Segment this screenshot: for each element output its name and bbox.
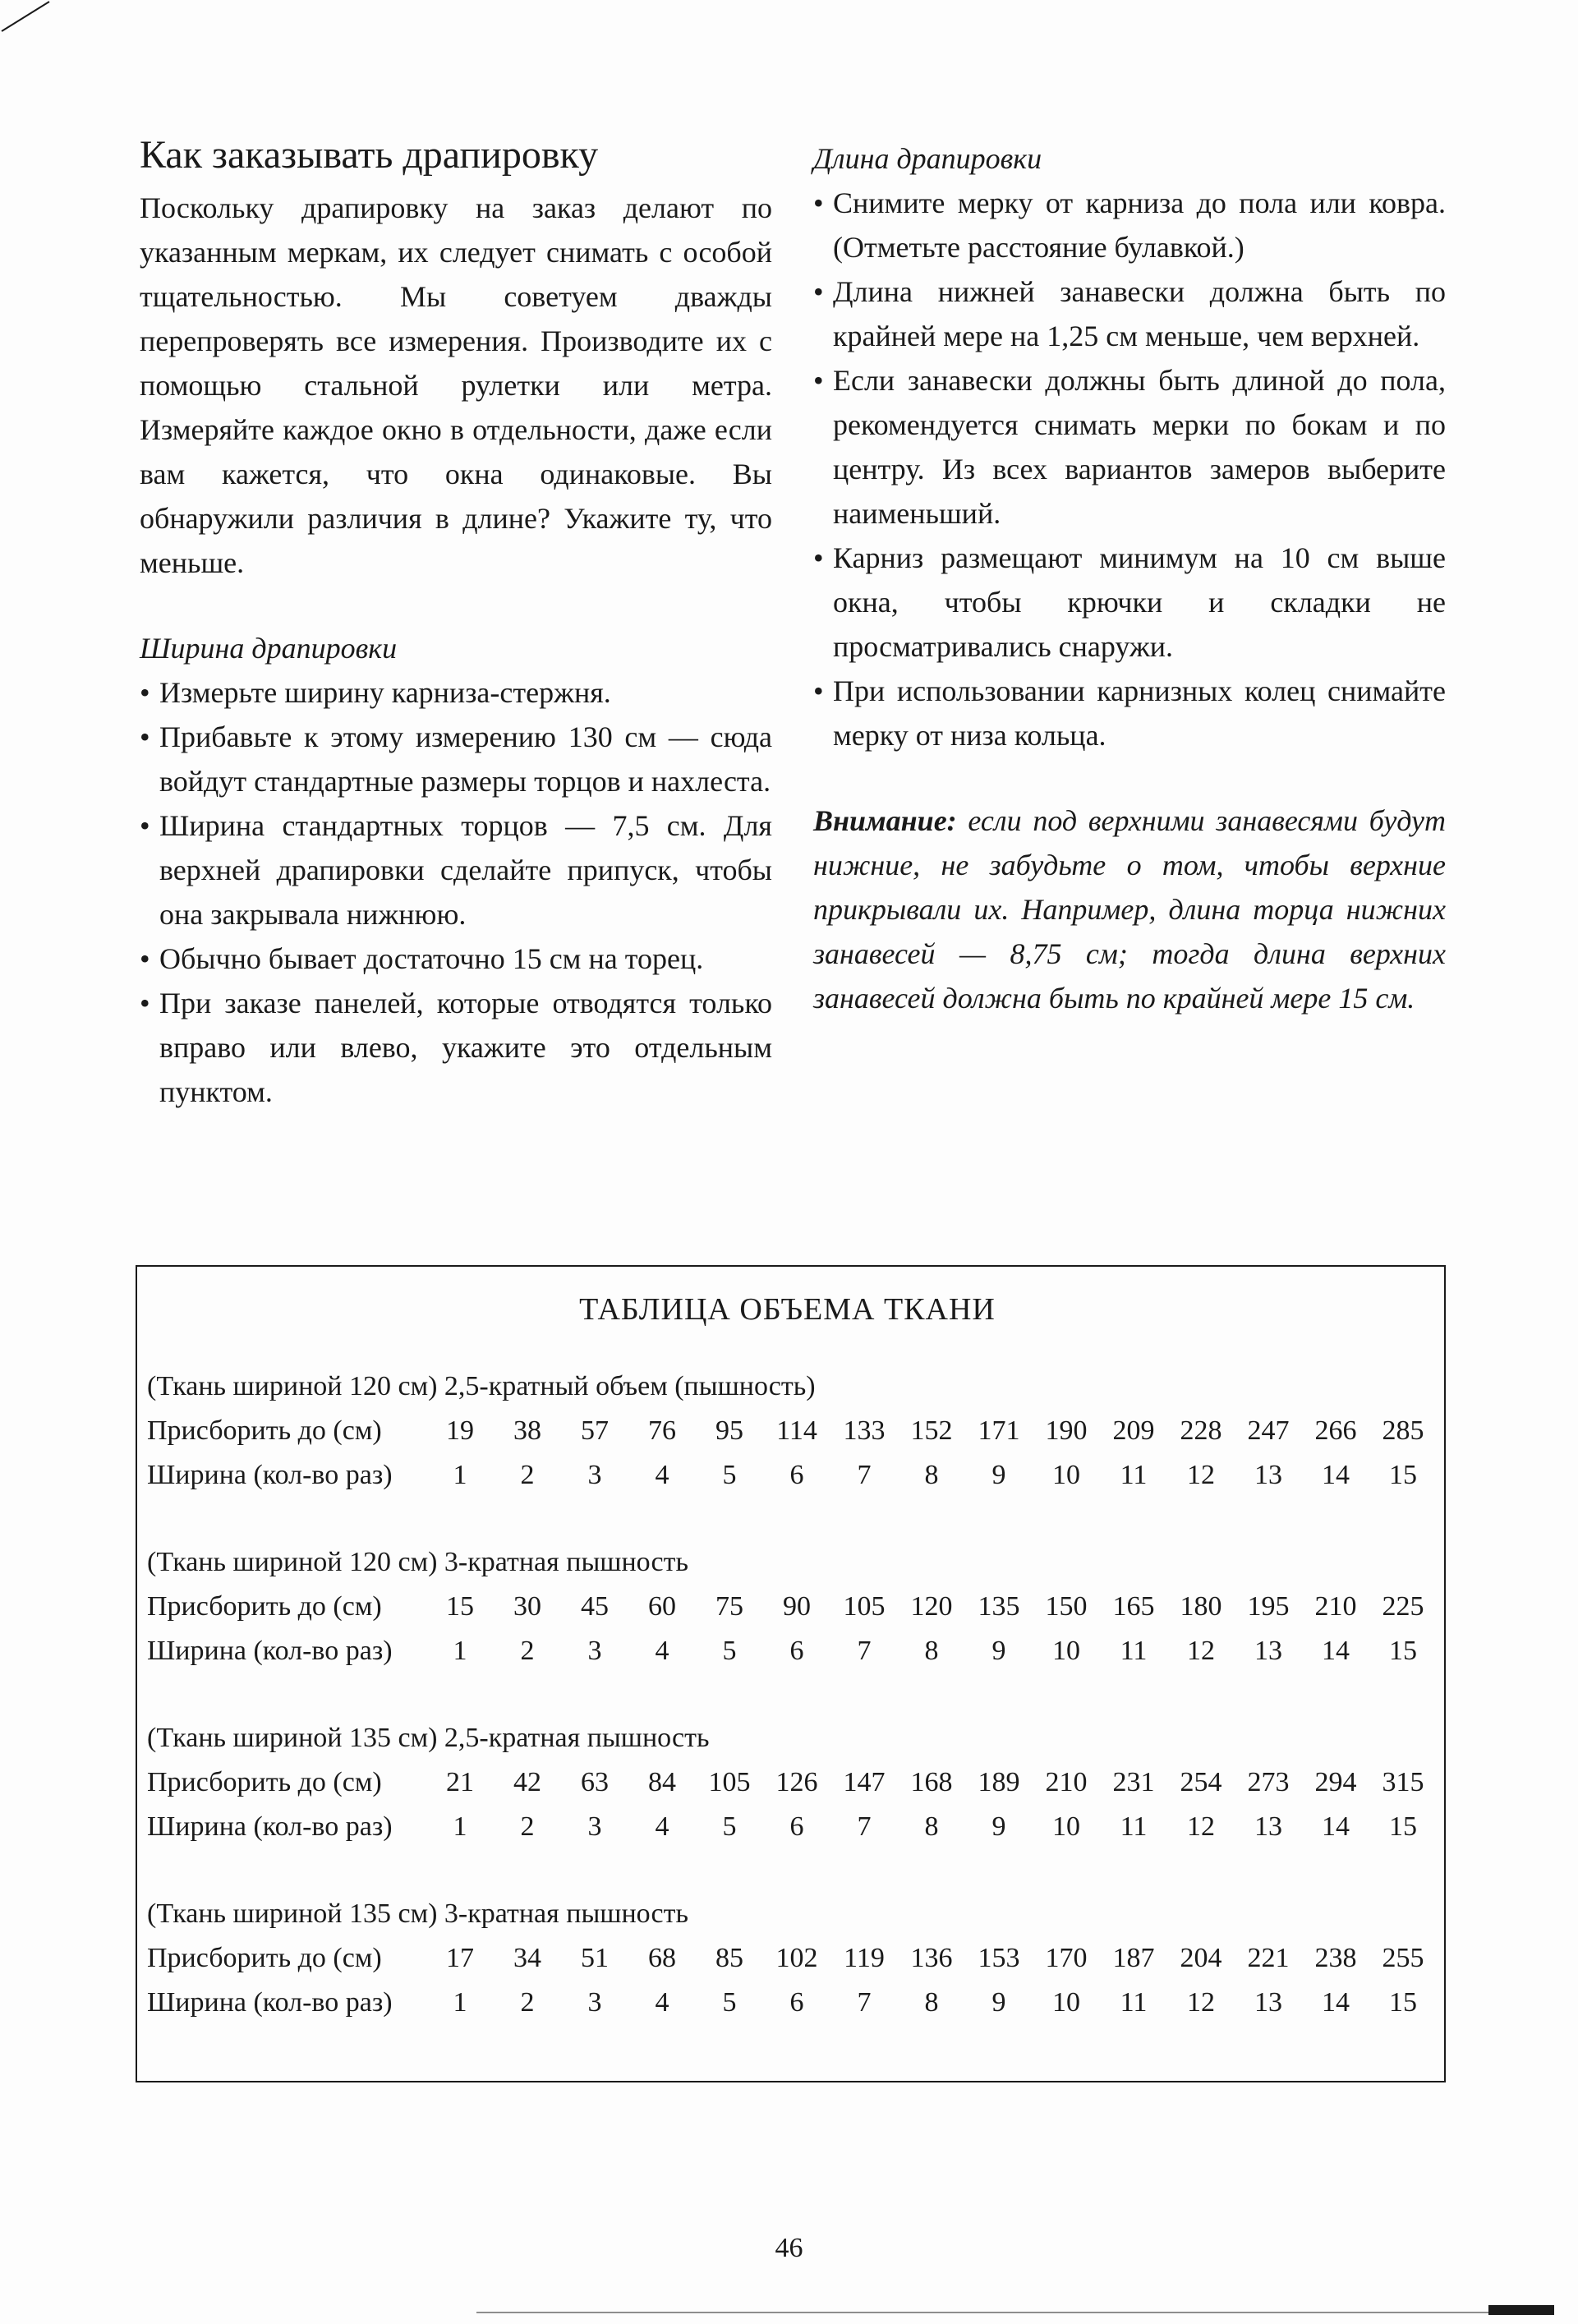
table-cell: 42 <box>513 1767 541 1797</box>
table-cell: 12 <box>1187 1811 1215 1842</box>
list-item: • При заказе панелей, которые отводятся только вправо или влево, укажите это отдельным пунктом. <box>140 981 772 1114</box>
gather-row <box>147 1936 1428 1981</box>
table-cell: 135 <box>978 1591 1020 1622</box>
page-heading: Как заказывать драпировку <box>140 133 599 177</box>
table-cell: 5 <box>722 1636 737 1666</box>
corner-scan-mark <box>0 0 66 33</box>
table-cell: 210 <box>1314 1591 1357 1622</box>
table-cell: 147 <box>843 1767 886 1797</box>
table-cell: 9 <box>991 1811 1006 1842</box>
table-cell: 76 <box>648 1415 676 1446</box>
width-row <box>147 1629 1428 1673</box>
table-cell: 5 <box>722 1460 737 1490</box>
attention-note <box>813 798 1446 1020</box>
width-row <box>147 1453 1428 1498</box>
row-label: Ширина (кол-во раз) <box>147 1987 393 2018</box>
table-cell: 210 <box>1045 1767 1088 1797</box>
table-cell: 57 <box>581 1415 609 1446</box>
table-cell: 2 <box>520 1636 535 1666</box>
table-cell: 189 <box>978 1767 1020 1797</box>
table-cell: 6 <box>789 1636 804 1666</box>
table-cell: 63 <box>581 1767 609 1797</box>
row-label: Присборить до (см) <box>147 1767 382 1797</box>
table-cell: 1 <box>453 1636 467 1666</box>
table-cell: 266 <box>1314 1415 1357 1446</box>
table-cell: 15 <box>446 1591 474 1622</box>
table-cell: 8 <box>924 1987 939 2018</box>
table-cell: 51 <box>581 1943 609 1973</box>
table-cell: 9 <box>991 1636 1006 1666</box>
table-cell: 195 <box>1247 1591 1290 1622</box>
table-cell: 12 <box>1187 1460 1215 1490</box>
row-label: Ширина (кол-во раз) <box>147 1460 393 1490</box>
table-cell: 11 <box>1120 1987 1148 2018</box>
table-cell: 11 <box>1120 1460 1148 1490</box>
table-cell: 4 <box>655 1811 669 1842</box>
table-cell: 13 <box>1254 1811 1282 1842</box>
length-subheading: Длина драпировки <box>813 142 1042 175</box>
table-cell: 15 <box>1389 1811 1417 1842</box>
table-block <box>147 1540 1428 1673</box>
table-cell: 228 <box>1180 1415 1222 1446</box>
table-cell: 170 <box>1045 1943 1088 1973</box>
table-cell: 9 <box>991 1987 1006 2018</box>
row-label: Ширина (кол-во раз) <box>147 1811 393 1842</box>
block-caption: (Ткань шириной 120 см) 3-кратная пышность <box>147 1547 688 1577</box>
row-label: Присборить до (см) <box>147 1943 382 1973</box>
table-cell: 8 <box>924 1811 939 1842</box>
length-list <box>813 181 1446 757</box>
table-cell: 15 <box>1389 1636 1417 1666</box>
list-item: • Снимите мерку от карниза до пола или ковра. (Отметьте расстояние булавкой.) <box>813 181 1446 269</box>
table-block <box>147 1892 1428 2025</box>
table-cell: 14 <box>1322 1811 1350 1842</box>
table-cell: 19 <box>446 1415 474 1446</box>
table-cell: 11 <box>1120 1811 1148 1842</box>
table-cell: 180 <box>1180 1591 1222 1622</box>
list-item: • Ширина стандартных торцов — 7,5 см. Для верхней драпировки сделайте припуск, чтобы она закрывала нижнюю. <box>140 803 772 937</box>
table-cell: 95 <box>715 1415 743 1446</box>
table-cell: 12 <box>1187 1987 1215 2018</box>
table-cell: 254 <box>1180 1767 1222 1797</box>
list-item: • Длина нижней занавески должна быть по крайней мере на 1,25 см меньше, чем верхней. <box>813 269 1446 358</box>
table-cell: 6 <box>789 1460 804 1490</box>
row-label: Присборить до (см) <box>147 1591 382 1622</box>
block-caption: (Ткань шириной 120 см) 2,5-кратный объем (пышность) <box>147 1371 816 1401</box>
list-item: • Если занавески должны быть длиной до пола, рекомендуется снимать мерки по бокам и по центру. Из всех вариантов замеров выберите наименьший. <box>813 358 1446 536</box>
table-cell: 34 <box>513 1943 541 1973</box>
note-text: если под верхними занавесями будут нижние, не забудьте о том, чтобы верхние прикрывали их. Например, длина торца нижних занавесей — 8,75 см; тогда длина верхних занавесей должна быть по крайней мере 15 см. <box>813 804 1446 1015</box>
list-item: • Измерьте ширину карниза-стержня. <box>140 670 772 715</box>
table-cell: 247 <box>1247 1415 1290 1446</box>
table-cell: 7 <box>857 1636 872 1666</box>
table-cell: 75 <box>715 1591 743 1622</box>
table-cell: 273 <box>1247 1767 1290 1797</box>
table-cell: 60 <box>648 1591 676 1622</box>
table-cell: 150 <box>1045 1591 1088 1622</box>
table-cell: 105 <box>843 1591 886 1622</box>
table-cell: 6 <box>789 1987 804 2018</box>
table-blocks <box>147 1364 1428 2025</box>
table-cell: 255 <box>1382 1943 1424 1973</box>
table-cell: 136 <box>910 1943 953 1973</box>
table-cell: 1 <box>453 1811 467 1842</box>
table-cell: 119 <box>844 1943 885 1973</box>
table-cell: 3 <box>587 1636 602 1666</box>
page-number: 46 <box>775 2233 803 2263</box>
table-cell: 8 <box>924 1636 939 1666</box>
table-cell: 102 <box>775 1943 818 1973</box>
table-cell: 209 <box>1112 1415 1155 1446</box>
table-cell: 13 <box>1254 1636 1282 1666</box>
table-cell: 285 <box>1382 1415 1424 1446</box>
table-cell: 2 <box>520 1811 535 1842</box>
table-cell: 11 <box>1120 1636 1148 1666</box>
table-cell: 315 <box>1382 1767 1424 1797</box>
table-block <box>147 1364 1428 1498</box>
table-cell: 84 <box>648 1767 676 1797</box>
table-cell: 10 <box>1052 1811 1080 1842</box>
table-cell: 45 <box>581 1591 609 1622</box>
table-cell: 231 <box>1112 1767 1155 1797</box>
table-cell: 204 <box>1180 1943 1222 1973</box>
table-cell: 114 <box>776 1415 817 1446</box>
table-cell: 171 <box>978 1415 1020 1446</box>
table-cell: 120 <box>910 1591 953 1622</box>
row-label: Ширина (кол-во раз) <box>147 1636 393 1666</box>
table-cell: 294 <box>1314 1767 1357 1797</box>
table-cell: 225 <box>1382 1591 1424 1622</box>
table-cell: 4 <box>655 1636 669 1666</box>
table-cell: 13 <box>1254 1987 1282 2018</box>
scan-artifact <box>1488 2305 1554 2315</box>
table-cell: 133 <box>843 1415 886 1446</box>
table-cell: 1 <box>453 1987 467 2018</box>
table-cell: 4 <box>655 1460 669 1490</box>
table-block <box>147 1716 1428 1849</box>
table-cell: 14 <box>1322 1460 1350 1490</box>
table-cell: 85 <box>715 1943 743 1973</box>
table-cell: 12 <box>1187 1636 1215 1666</box>
gather-row <box>147 1585 1428 1629</box>
table-cell: 7 <box>857 1987 872 2018</box>
table-cell: 5 <box>722 1987 737 2018</box>
table-cell: 10 <box>1052 1987 1080 2018</box>
width-subheading: Ширина драпировки <box>140 632 398 665</box>
list-item: • Карниз размещают минимум на 10 см выше окна, чтобы крючки и складки не просматривались снаружи. <box>813 536 1446 669</box>
fabric-volume-table <box>136 1265 1446 2082</box>
list-item: • Обычно бывает достаточно 15 см на торец. <box>140 937 772 981</box>
width-row <box>147 1981 1428 2025</box>
table-cell: 14 <box>1322 1987 1350 2018</box>
block-caption: (Ткань шириной 135 см) 3-кратная пышность <box>147 1898 688 1929</box>
table-cell: 2 <box>520 1987 535 2018</box>
table-cell: 165 <box>1112 1591 1155 1622</box>
note-label: Внимание: <box>813 804 957 837</box>
table-cell: 153 <box>978 1943 1020 1973</box>
list-item: • Прибавьте к этому измерению 130 см — сюда войдут стандартные размеры торцов и нахлеста. <box>140 715 772 803</box>
table-cell: 10 <box>1052 1636 1080 1666</box>
table-cell: 190 <box>1045 1415 1088 1446</box>
table-cell: 8 <box>924 1460 939 1490</box>
width-row <box>147 1805 1428 1849</box>
table-cell: 13 <box>1254 1460 1282 1490</box>
table-cell: 2 <box>520 1460 535 1490</box>
table-cell: 105 <box>708 1767 751 1797</box>
table-cell: 15 <box>1389 1987 1417 2018</box>
list-item: • При использовании карнизных колец снимайте мерку от низа кольца. <box>813 669 1446 757</box>
table-cell: 3 <box>587 1460 602 1490</box>
gather-row <box>147 1409 1428 1453</box>
table-cell: 9 <box>991 1460 1006 1490</box>
table-cell: 4 <box>655 1987 669 2018</box>
table-cell: 3 <box>587 1811 602 1842</box>
table-cell: 17 <box>446 1943 474 1973</box>
table-cell: 152 <box>910 1415 953 1446</box>
table-cell: 3 <box>587 1987 602 2018</box>
table-cell: 168 <box>910 1767 953 1797</box>
gather-row <box>147 1760 1428 1805</box>
table-cell: 21 <box>446 1767 474 1797</box>
table-cell: 90 <box>783 1591 811 1622</box>
table-cell: 7 <box>857 1811 872 1842</box>
table-cell: 30 <box>513 1591 541 1622</box>
table-cell: 10 <box>1052 1460 1080 1490</box>
table-cell: 238 <box>1314 1943 1357 1973</box>
table-cell: 68 <box>648 1943 676 1973</box>
table-cell: 7 <box>857 1460 872 1490</box>
table-cell: 126 <box>775 1767 818 1797</box>
table-cell: 221 <box>1247 1943 1290 1973</box>
block-caption: (Ткань шириной 135 см) 2,5-кратная пышность <box>147 1723 710 1753</box>
table-title: ТАБЛИЦА ОБЪЕМА ТКАНИ <box>579 1292 996 1327</box>
table-cell: 187 <box>1112 1943 1155 1973</box>
right-column <box>813 131 1446 1020</box>
width-list <box>140 670 772 1114</box>
table-cell: 14 <box>1322 1636 1350 1666</box>
intro-paragraph: Поскольку драпировку на заказ делают по указанным меркам, их следует снимать с особой тщательностью. Мы советуем дважды перепроверять все измерения. Производите их с помощью стальной рулетки или метра. Измеряйте каждое окно в отдельности, даже если вам кажется, что окна одинаковые. Вы обнаружили различия в длине? Укажите ту, что меньше. <box>140 191 772 579</box>
table-cell: 15 <box>1389 1460 1417 1490</box>
table-cell: 38 <box>513 1415 541 1446</box>
left-column <box>140 131 772 1114</box>
table-cell: 6 <box>789 1811 804 1842</box>
row-label: Присборить до (см) <box>147 1415 382 1446</box>
scan-rule <box>476 2312 1511 2313</box>
table-cell: 5 <box>722 1811 737 1842</box>
table-cell: 1 <box>453 1460 467 1490</box>
